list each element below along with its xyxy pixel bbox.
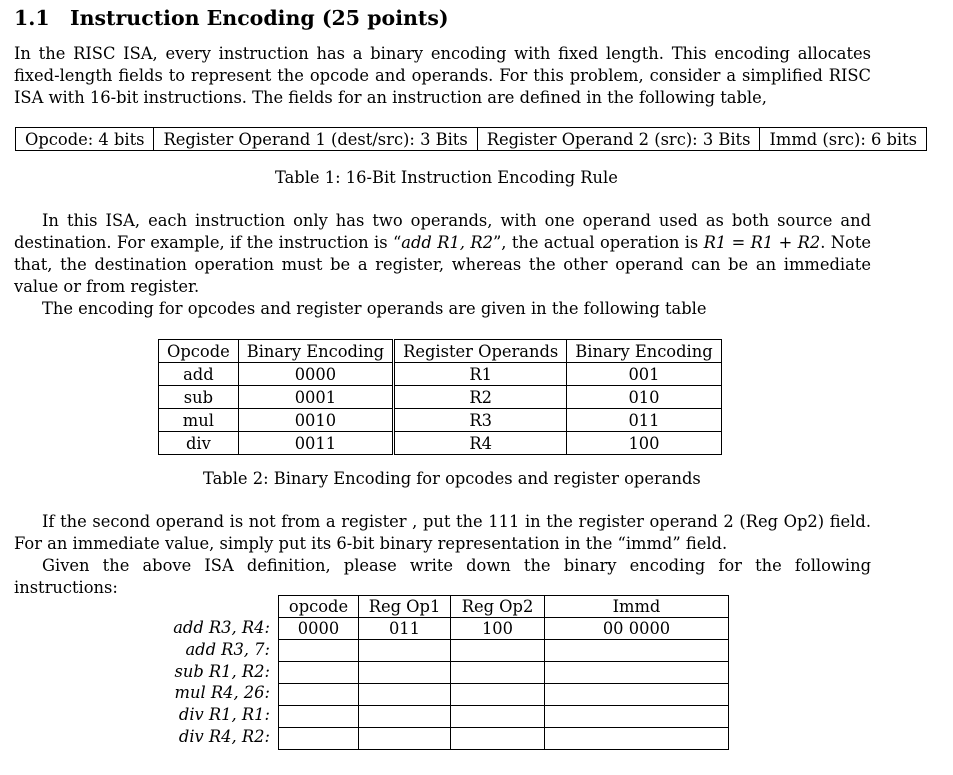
opcode-cell: div bbox=[159, 432, 239, 455]
intro-paragraph: In the RISC ISA, every instruction has a binary encoding with fixed length. This encoding allocates fixed-length fields to represent the opcode and operands. For this problem, consider a simplified RISC ISA with 16-bit instructions. The fields for an instruction are defined in the following table, bbox=[14, 44, 871, 107]
answer-opcode-cell[interactable] bbox=[279, 706, 359, 728]
answer-reg-op1-cell[interactable] bbox=[359, 684, 451, 706]
immd-field-cell: Immd (src): 6 bits bbox=[760, 128, 927, 151]
answer-immd-cell[interactable] bbox=[545, 706, 729, 728]
answer-reg-op2-cell[interactable] bbox=[451, 706, 545, 728]
instruction-label: div R4, R2: bbox=[178, 726, 270, 746]
opcode-binary-header: Binary Encoding bbox=[238, 340, 393, 363]
answer-reg-op2-cell[interactable] bbox=[451, 684, 545, 706]
table-row bbox=[279, 706, 729, 728]
answer-reg-op2-cell[interactable]: 100 bbox=[451, 618, 545, 640]
operands-paragraph bbox=[14, 210, 871, 298]
answer-immd-cell[interactable] bbox=[545, 684, 729, 706]
table-row bbox=[159, 386, 722, 409]
opcode-binary-cell: 0010 bbox=[238, 409, 393, 432]
table-row bbox=[279, 684, 729, 706]
register-binary-cell: 010 bbox=[567, 386, 721, 409]
immediate-paragraph: If the second operand is not from a register , put the 111 in the register operand 2 (Reg Op2) field. For an immediate value, simply put its 6-bit binary representation in the “immd” field. bbox=[14, 512, 871, 553]
table-row bbox=[279, 728, 729, 750]
instruction-format-table bbox=[15, 127, 927, 151]
register-cell: R3 bbox=[394, 409, 567, 432]
section-heading bbox=[14, 6, 449, 30]
opcode-binary-cell: 0000 bbox=[238, 363, 393, 386]
answer-reg-op1-cell[interactable] bbox=[359, 640, 451, 662]
opcode-column-header: opcode bbox=[279, 596, 359, 618]
answer-immd-cell[interactable] bbox=[545, 640, 729, 662]
instruction-list bbox=[173, 617, 270, 748]
table-header-row bbox=[279, 596, 729, 618]
register-binary-cell: 100 bbox=[567, 432, 721, 455]
opcode-field-cell: Opcode: 4 bits bbox=[16, 128, 154, 151]
answer-reg-op1-cell[interactable]: 011 bbox=[359, 618, 451, 640]
example-instruction: add R1, R2 bbox=[401, 233, 493, 252]
table-header-row bbox=[159, 340, 722, 363]
register-cell: R1 bbox=[394, 363, 567, 386]
register-cell: R4 bbox=[394, 432, 567, 455]
answer-opcode-cell[interactable] bbox=[279, 728, 359, 750]
table-row bbox=[16, 128, 927, 151]
answer-immd-cell[interactable] bbox=[545, 728, 729, 750]
answer-opcode-cell[interactable] bbox=[279, 662, 359, 684]
opcode-header: Opcode bbox=[159, 340, 239, 363]
register-header: Register Operands bbox=[394, 340, 567, 363]
answer-reg-op1-cell[interactable] bbox=[359, 706, 451, 728]
encoding-intro-paragraph: The encoding for opcodes and register operands are given in the following table bbox=[42, 299, 707, 318]
table2-caption: Table 2: Binary Encoding for opcodes and register operands bbox=[203, 469, 701, 488]
table-row bbox=[279, 662, 729, 684]
instruction-label: sub R1, R2: bbox=[174, 661, 270, 681]
table1-caption: Table 1: 16-Bit Instruction Encoding Rule bbox=[275, 168, 618, 187]
opcode-cell: add bbox=[159, 363, 239, 386]
answer-opcode-cell[interactable]: 0000 bbox=[279, 618, 359, 640]
register-binary-cell: 001 bbox=[567, 363, 721, 386]
opcode-cell: mul bbox=[159, 409, 239, 432]
operands-text-start: In this ISA, each instruction only has two operands, with one operand used as both source and destination. For example, if the instruction is “ bbox=[14, 211, 871, 252]
table-row bbox=[159, 432, 722, 455]
operands-text-end: . Note that, the destination operation must be a register, whereas the other operand can be an immediate value or from register. bbox=[14, 233, 871, 296]
opcode-binary-cell: 0001 bbox=[238, 386, 393, 409]
instruction-label: div R1, R1: bbox=[178, 705, 270, 725]
register-cell: R2 bbox=[394, 386, 567, 409]
immd-column-header: Immd bbox=[545, 596, 729, 618]
table-row bbox=[159, 409, 722, 432]
table-row bbox=[279, 618, 729, 640]
section-title: Instruction Encoding (25 points) bbox=[70, 6, 449, 30]
answer-opcode-cell[interactable] bbox=[279, 640, 359, 662]
instruction-label: add R3, R4: bbox=[173, 618, 270, 637]
reg-op2-field-cell: Register Operand 2 (src): 3 Bits bbox=[477, 128, 760, 151]
instruction-label: add R3, 7: bbox=[185, 639, 270, 659]
answer-table bbox=[278, 595, 729, 750]
answer-reg-op2-cell[interactable] bbox=[451, 728, 545, 750]
reg-op2-column-header: Reg Op2 bbox=[451, 596, 545, 618]
register-binary-cell: 011 bbox=[567, 409, 721, 432]
answer-opcode-cell[interactable] bbox=[279, 684, 359, 706]
answer-reg-op1-cell[interactable] bbox=[359, 728, 451, 750]
answer-immd-cell[interactable] bbox=[545, 662, 729, 684]
reg-op1-column-header: Reg Op1 bbox=[359, 596, 451, 618]
section-number: 1.1 bbox=[14, 6, 50, 30]
example-equation: R1 = R1 + R2 bbox=[703, 233, 821, 252]
table-row bbox=[159, 363, 722, 386]
question-paragraph: Given the above ISA definition, please write down the binary encoding for the following instructions: bbox=[14, 556, 871, 597]
instruction-label: mul R4, 26: bbox=[174, 683, 270, 703]
operands-text-middle: ”, the actual operation is bbox=[492, 233, 704, 252]
answer-reg-op2-cell[interactable] bbox=[451, 662, 545, 684]
reg-op1-field-cell: Register Operand 1 (dest/src): 3 Bits bbox=[154, 128, 477, 151]
answer-immd-cell[interactable]: 00 0000 bbox=[545, 618, 729, 640]
register-binary-header: Binary Encoding bbox=[567, 340, 721, 363]
opcode-binary-cell: 0011 bbox=[238, 432, 393, 455]
encoding-table bbox=[158, 339, 722, 455]
answer-reg-op2-cell[interactable] bbox=[451, 640, 545, 662]
answer-reg-op1-cell[interactable] bbox=[359, 662, 451, 684]
table-row bbox=[279, 640, 729, 662]
opcode-cell: sub bbox=[159, 386, 239, 409]
